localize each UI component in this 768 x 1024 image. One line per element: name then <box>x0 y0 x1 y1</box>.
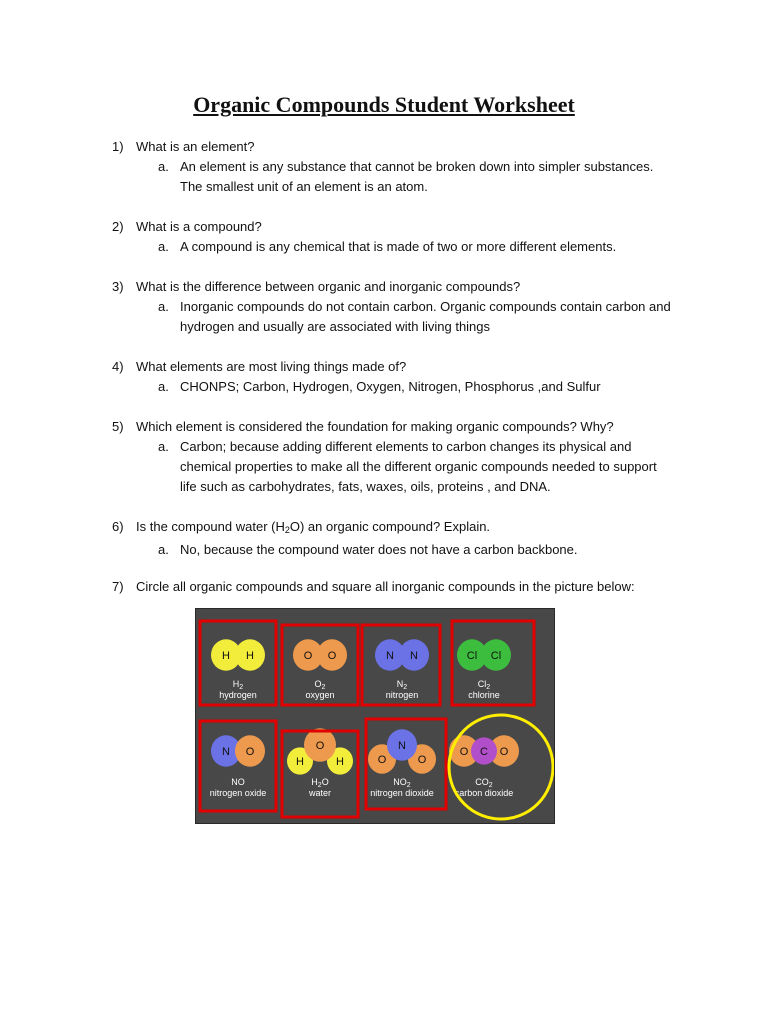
atom-label: Cl <box>466 650 478 662</box>
atom-label: H <box>246 650 254 662</box>
question-4 <box>112 357 672 397</box>
question-text: Which element is considered the foundation for making organic compounds? Why? <box>136 419 614 434</box>
atom-label: O <box>417 754 427 766</box>
atom-label: Cl <box>490 650 502 662</box>
answer-text: A compound is any chemical that is made of two or more different elements. <box>180 239 617 254</box>
molecule-name: nitrogen oxide <box>209 788 267 798</box>
answer-letter: a. <box>158 439 169 454</box>
atom-label: N <box>386 650 394 662</box>
question-text: What is the difference between organic and inorganic compounds? <box>136 279 521 294</box>
question-number: 3) <box>112 279 124 294</box>
molecule-name: nitrogen <box>385 690 419 700</box>
page-title: Organic Compounds Student Worksheet <box>193 92 575 117</box>
atom-label: O <box>303 650 313 662</box>
molecule-name: oxygen <box>305 690 335 700</box>
organic-circle-mark <box>449 715 553 819</box>
question-text: What is a compound? <box>136 219 262 234</box>
answer-letter: a. <box>158 239 169 254</box>
question-6 <box>112 517 672 560</box>
molecule-formula: $H_2$ <box>232 679 244 691</box>
answer-text: No, because the compound water does not have a carbon backbone. <box>180 542 578 557</box>
atom-label: H <box>296 756 304 768</box>
answer-letter: a. <box>158 299 169 314</box>
question-number: 2) <box>112 219 124 234</box>
molecule-formula: $CO_2$ <box>475 777 493 789</box>
answer-letter: a. <box>158 379 169 394</box>
question-1 <box>112 137 672 197</box>
atom-label: O <box>315 740 325 752</box>
answer-letter: a. <box>158 542 169 557</box>
question-text: What elements are most living things made of? <box>136 359 407 374</box>
answer-text: CHONPS; Carbon, Hydrogen, Oxygen, Nitrogen, Phosphorus ,and Sulfur <box>180 379 601 394</box>
question-3 <box>112 277 672 337</box>
atom-label: O <box>499 746 509 758</box>
molecule-name: carbon dioxide <box>454 788 514 798</box>
molecule-formula: $O_2$ <box>314 679 326 691</box>
atom-label: O <box>377 754 387 766</box>
question-text: Is the compound water $(H_2O)$ an organic compound? Explain. <box>136 519 491 535</box>
atom-label: O <box>327 650 337 662</box>
question-7 <box>112 577 635 597</box>
molecule-formula: $NO_2$ <box>393 777 411 789</box>
atom-label: H <box>222 650 230 662</box>
molecule-name: hydrogen <box>219 690 257 700</box>
molecule-formula: $N_2$ <box>396 679 408 691</box>
answer-text: An element is any substance that cannot be broken down into simpler substances. The smallest unit of an element is an atom. <box>180 159 654 194</box>
question-number: 7) <box>112 579 124 594</box>
atom-label: N <box>398 740 406 752</box>
molecule-formula: $Cl_2$ <box>477 679 491 691</box>
atom-label: O <box>459 746 469 758</box>
question-number: 6) <box>112 519 124 534</box>
molecule-name: nitrogen dioxide <box>370 788 434 798</box>
question-text: What is an element? <box>136 139 255 154</box>
atom-label: O <box>245 746 255 758</box>
question-number: 4) <box>112 359 124 374</box>
molecule-diagram <box>196 609 554 823</box>
atom-label: N <box>222 746 230 758</box>
answer-letter: a. <box>158 159 169 174</box>
molecule-name: water <box>308 788 332 798</box>
answer-text: Inorganic compounds do not contain carbon. Organic compounds contain carbon and hydrogen and usually are associated with living things <box>180 299 671 334</box>
question-number: 5) <box>112 419 124 434</box>
question-text: Circle all organic compounds and square all inorganic compounds in the picture below: <box>136 579 635 594</box>
molecule-name: chlorine <box>468 690 500 700</box>
answer-text: Carbon; because adding different elements to carbon changes its physical and chemical properties to make all the different organic compounds needed to support life such as carbohydrates, fats, waxes, oils, proteins , and DNA. <box>180 439 657 494</box>
question-number: 1) <box>112 139 124 154</box>
molecule-formula: NO <box>231 777 245 787</box>
atom-label: C <box>480 746 488 758</box>
atom-label: H <box>336 756 344 768</box>
question-2 <box>112 217 672 257</box>
molecule-formula: $H_2O$ <box>311 777 329 789</box>
atom-label: N <box>410 650 418 662</box>
molecule-picture <box>195 608 555 824</box>
question-5 <box>112 417 672 497</box>
